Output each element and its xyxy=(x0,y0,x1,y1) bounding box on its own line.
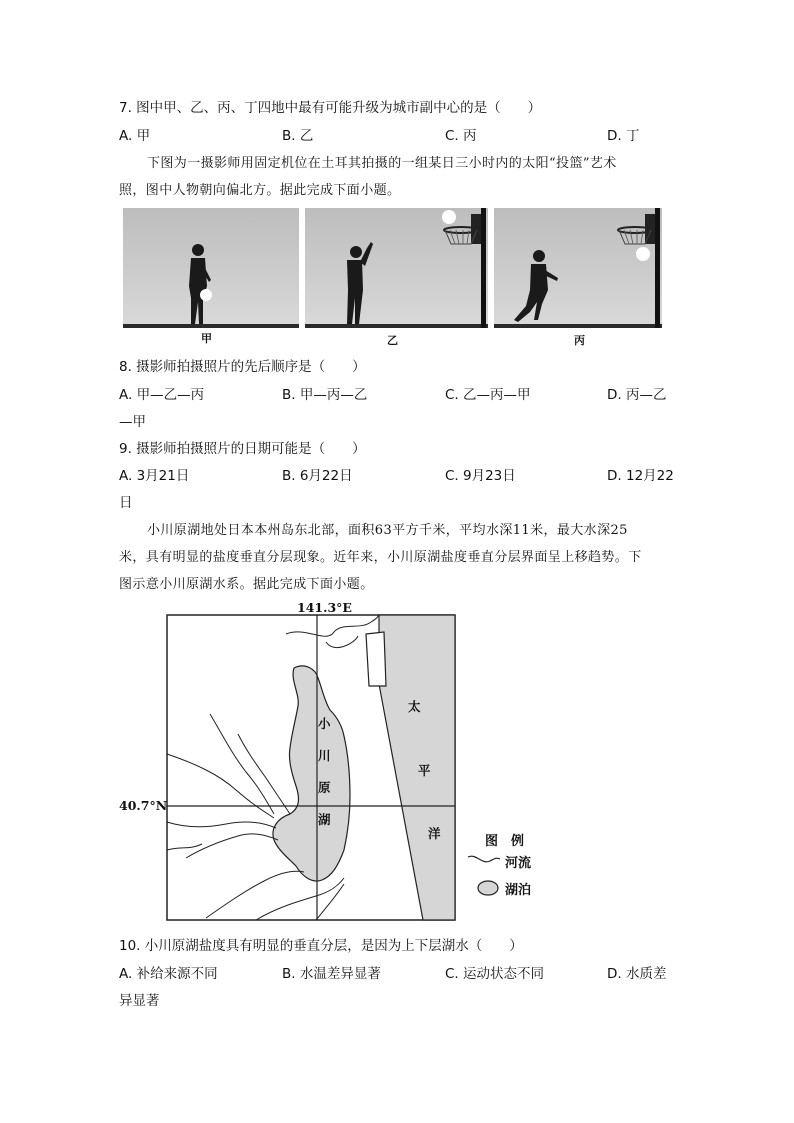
q8-stem: 8. 摄影师拍摄照片的先后顺序是（ ） xyxy=(119,359,366,375)
legend-lake-label: 湖泊 xyxy=(505,883,532,898)
q8-option-d-wrap: —甲 xyxy=(119,414,146,430)
ocean-char-3: 洋 xyxy=(428,826,441,841)
ocean-char-2: 平 xyxy=(418,763,431,778)
photo-caption-jia: 甲 xyxy=(201,332,212,345)
lake-char-4: 湖 xyxy=(318,812,331,827)
intro2-line1: 小川原湖地处日本本州岛东北部，面积63平方千米，平均水深11米，最大水深25 xyxy=(147,523,628,538)
lake-char-2: 川 xyxy=(318,748,331,763)
legend-title: 图 例 xyxy=(485,834,525,849)
q9-option-c: C. 9月23日 xyxy=(445,468,516,484)
q8-option-d: D. 丙—乙 xyxy=(607,387,667,403)
q9-option-d: D. 12月22 xyxy=(607,468,674,484)
intro2-line3: 图示意小川原湖水系。据此完成下面小题。 xyxy=(119,577,374,592)
q7-stem: 7. 图中甲、乙、丙、丁四地中最有可能升级为城市副中心的是（ ） xyxy=(119,100,542,116)
map-latitude-label: 40.7°N xyxy=(119,798,168,813)
q10-option-b: B. 水温差异显著 xyxy=(282,966,381,982)
q10-option-d-wrap: 异显著 xyxy=(119,993,160,1009)
q8-option-b: B. 甲—丙—乙 xyxy=(282,387,368,403)
intro1-line1: 下图为一摄影师用固定机位在土耳其拍摄的一组某日三小时内的太阳“投篮”艺术 xyxy=(147,156,617,171)
photo-caption-yi: 乙 xyxy=(387,334,398,347)
ocean-char-1: 太 xyxy=(408,699,421,714)
q8-option-a: A. 甲—乙—丙 xyxy=(119,387,205,403)
lake-char-3: 原 xyxy=(318,780,331,795)
legend-river-label: 河流 xyxy=(505,856,532,871)
legend-lake-symbol xyxy=(476,879,500,897)
legend-river-symbol xyxy=(466,853,502,867)
q10-stem: 10. 小川原湖盐度具有明显的垂直分层，是因为上下层湖水（ ） xyxy=(119,938,523,954)
q7-option-a: A. 甲 xyxy=(119,128,151,144)
q7-option-c: C. 丙 xyxy=(445,128,477,144)
q9-option-d-wrap: 日 xyxy=(119,495,133,511)
photo-jia xyxy=(123,208,299,328)
map-longitude-label: 141.3°E xyxy=(297,600,352,615)
photo-caption-bing: 丙 xyxy=(574,334,585,347)
q10-option-a: A. 补给来源不同 xyxy=(119,966,218,982)
q9-option-b: B. 6月22日 xyxy=(282,468,353,484)
q10-option-d: D. 水质差 xyxy=(607,966,667,982)
lake-char-1: 小 xyxy=(318,716,331,731)
lake-map xyxy=(166,614,457,922)
photo-yi xyxy=(305,208,488,328)
q9-option-a: A. 3月21日 xyxy=(119,468,190,484)
q9-stem: 9. 摄影师拍摄照片的日期可能是（ ） xyxy=(119,441,366,457)
intro1-line2: 照，图中人物朝向偏北方。据此完成下面小题。 xyxy=(119,183,401,198)
q7-option-d: D. 丁 xyxy=(607,128,640,144)
q8-option-c: C. 乙—丙—甲 xyxy=(445,387,531,403)
photo-bing xyxy=(494,208,662,328)
q7-option-b: B. 乙 xyxy=(282,128,314,144)
q10-option-c: C. 运动状态不同 xyxy=(445,966,545,982)
intro2-line2: 米，具有明显的盐度垂直分层现象。近年来，小川原湖盐度垂直分层界面呈上移趋势。下 xyxy=(119,550,642,565)
